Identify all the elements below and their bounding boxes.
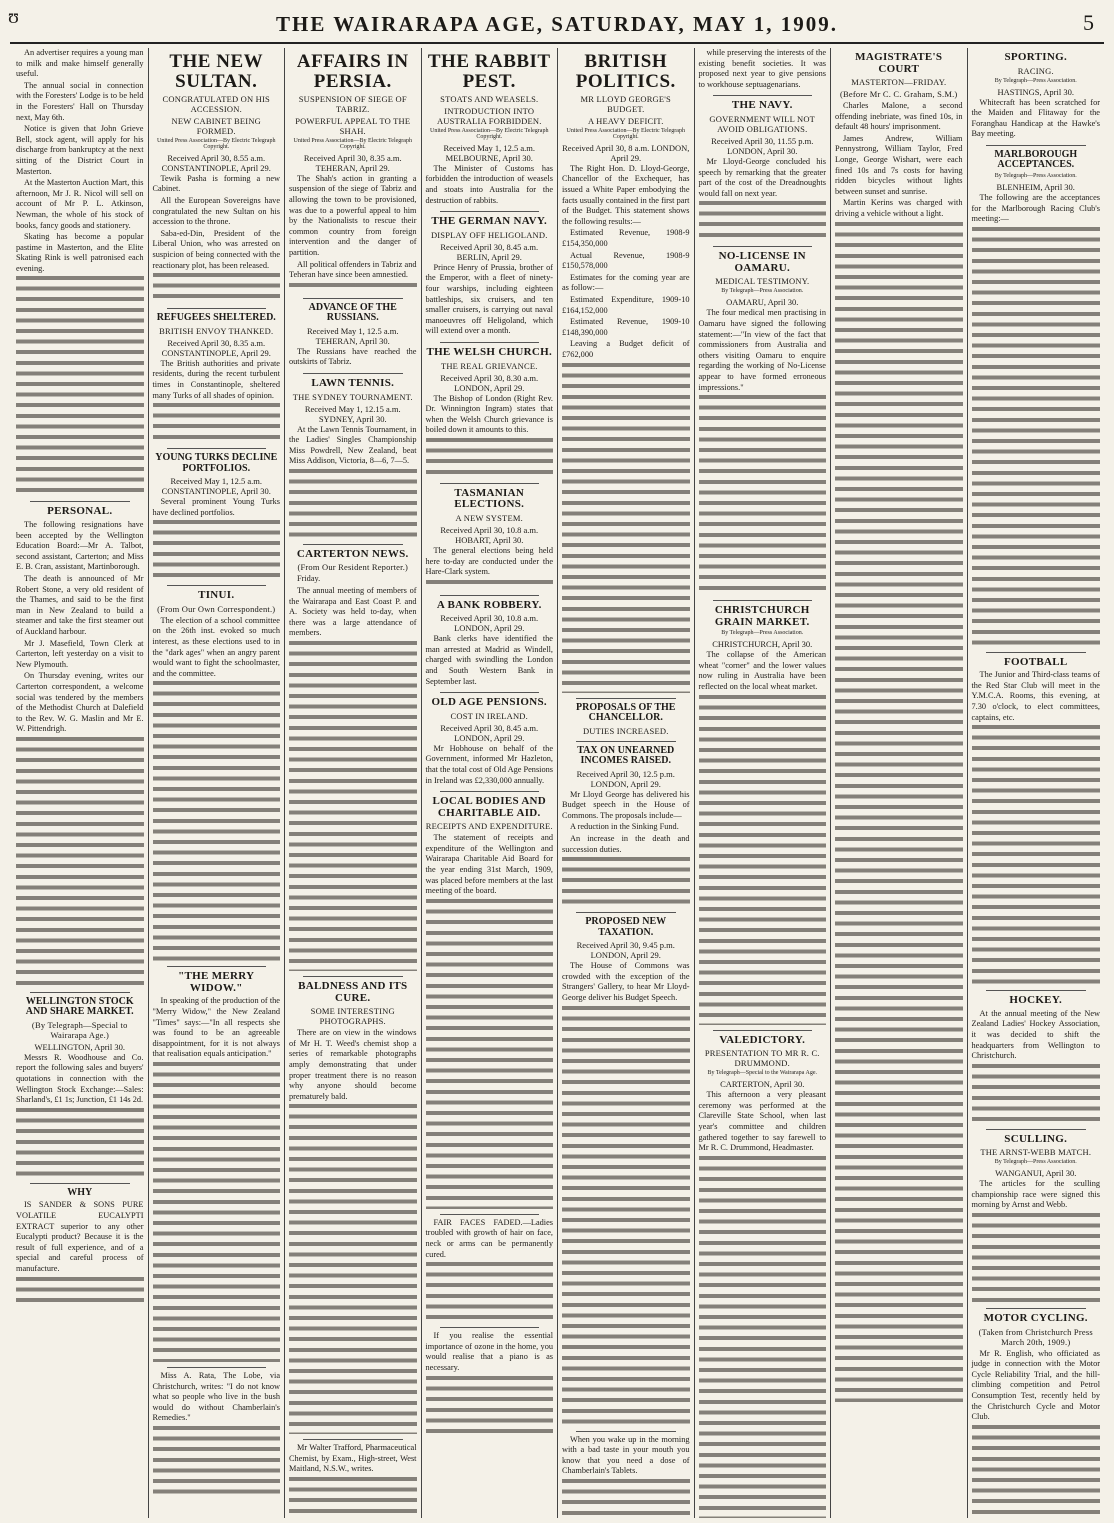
column-8 xyxy=(968,48,1105,1518)
article-headline: WELLINGTON STOCK AND SHARE MARKET. xyxy=(25,995,134,1018)
article-separator xyxy=(440,211,540,212)
article-separator xyxy=(303,298,403,299)
dateline: Received May 1, 12.15 a.m. SYDNEY, April 30. xyxy=(304,403,401,424)
body-text-block xyxy=(426,1262,554,1322)
body-text-block xyxy=(16,737,144,987)
article-headline: YOUNG TURKS DECLINE PORTFOLIOS. xyxy=(155,452,278,474)
article-separator xyxy=(713,95,813,96)
article xyxy=(699,605,827,1024)
article-subheading: (Taken from Christchurch Press March 20th, 1909.) xyxy=(978,1326,1093,1347)
article xyxy=(562,52,690,693)
body-text-block xyxy=(426,438,554,478)
article-paragraph: On Thursday evening, writes our Carterton correspondent, a welcome social was tendered by the members of the Methodist Church at Dalefield to the Rev. W. G. Maslin and Mr E. W. Pittendrigh. xyxy=(16,671,144,734)
masthead xyxy=(0,0,1114,40)
dateline: Received April 30, 8.30 a.m. LONDON, April 29. xyxy=(440,372,539,393)
body-text-block xyxy=(16,276,144,496)
article-paragraph: The Shah's action in granting a suspension of the siege of Tabriz and allowing the town to be provisioned, was due to a powerful appeal to him by the Nationalists to rescue their common country from foreign intervention and the danger of partition. xyxy=(289,173,417,258)
article-paragraph: The House of Commons was crowded with the exception of the Strangers' Gallery, to hear Mr Lloyd-George deliver his Budget Speech. xyxy=(562,961,690,1002)
article xyxy=(426,488,554,590)
article xyxy=(153,52,281,303)
article-paragraph: In speaking of the production of the "Merry Widow," the New Zealand "Times" says:—"In all respects she was found to be an agreeable disappointment, for it is not always that realisation equals anticipation." xyxy=(152,996,280,1059)
article xyxy=(16,48,144,496)
article xyxy=(426,1331,554,1435)
article-paragraph: All political offenders in Tabriz and Teheran have since been amnestied. xyxy=(289,259,417,280)
body-text-block xyxy=(153,273,281,303)
article-headline: A BANK ROBBERY. xyxy=(436,598,542,611)
article-paragraph: A reduction in the Sinking Fund. xyxy=(570,822,679,832)
newspaper-title: THE WAIRARAPA AGE, SATURDAY, MAY 1, 1909. xyxy=(276,12,838,36)
article-subheading: POWERFUL APPEAL TO THE SHAH. xyxy=(295,115,411,136)
article-paragraph: Estimated Expenditure, 1909-10 £164,152,000 xyxy=(562,295,690,315)
article-paragraph: Notice is given that John Grieve Bell, stock agent, will apply for his discharge from bankruptcy at the next sitting of the District Court in Masterton. xyxy=(16,124,144,176)
article-subheading: CONGRATULATED ON HIS ACCESSION. xyxy=(162,93,270,114)
article-separator xyxy=(440,595,540,596)
column-7 xyxy=(831,48,968,1518)
dateline: WELLINGTON, April 30. xyxy=(34,1041,125,1052)
article xyxy=(289,1443,417,1518)
article xyxy=(972,150,1101,647)
article-separator xyxy=(303,544,403,545)
wire-credit: United Press Association—By Electric Telegraph Copyright. xyxy=(293,137,412,150)
article-headline: TAX ON UNEARNED INCOMES RAISED. xyxy=(577,744,675,767)
article-subheading: SUSPENSION OF SIEGE OF TABRIZ. xyxy=(298,93,407,114)
corner-mark: ʊ xyxy=(8,6,19,28)
article-paragraph: Prince Henry of Prussia, brother of the Emperor, with a fleet of ninety-four warships, including eighteen battleships, six cruisers, and ten smaller cruisers, is carrying out naval manoeuvres off Heligoland, which will extend over a month. xyxy=(425,262,553,336)
article-paragraph: while preserving the interests of the existing benefit societies. It was proposed next year to give pensions to workhouse septuagenarians. xyxy=(698,48,826,89)
article xyxy=(153,1371,281,1496)
dateline: Received April 30, 9.45 p.m. LONDON, April 29. xyxy=(576,940,675,961)
article xyxy=(426,52,554,206)
article-paragraph: This afternoon a very pleasant ceremony was performed at the Clareville State School, when last year's committee and children gathered together to say farewell to Mr R. C. Drummond, Headmaster. xyxy=(698,1090,826,1153)
article-paragraph: Several prominent Young Turks have declined portfolios. xyxy=(152,497,280,517)
body-text-block xyxy=(153,520,281,580)
article xyxy=(699,251,827,595)
article-separator xyxy=(986,652,1087,653)
wire-credit: By Telegraph—Press Association. xyxy=(994,77,1077,84)
article-separator xyxy=(303,976,403,977)
article-separator xyxy=(440,483,540,484)
article-headline: BRITISH POLITICS. xyxy=(575,51,676,92)
article-separator xyxy=(303,1439,403,1440)
article-headline: HOCKEY. xyxy=(1009,994,1063,1007)
article xyxy=(426,697,554,786)
article-paragraph: IS SANDER & SONS PURE VOLATILE EUCALYPTI EXTRACT superior to any other Eucalypti product? Because it is the result of full experience, and of a special and careful process of manufacture. xyxy=(16,1200,144,1273)
article-paragraph: The Minister of Customs has forbidden the introduction of weasels and stoats into Australia for the destruction of rabbits. xyxy=(425,163,553,205)
article-headline: THE WELSH CHURCH. xyxy=(426,345,553,358)
article-headline: LAWN TENNIS. xyxy=(311,377,395,389)
article-headline: SPORTING. xyxy=(1004,51,1068,63)
body-text-block xyxy=(972,725,1101,985)
wire-credit: By Telegraph—Press Association. xyxy=(994,172,1077,179)
article-subheading: BRITISH ENVOY THANKED. xyxy=(159,325,274,336)
article-paragraph: The articles for the sculling championship race were signed this morning by Arnst and Webb. xyxy=(971,1179,1100,1210)
article-separator xyxy=(986,1308,1087,1309)
body-text-block xyxy=(972,227,1101,647)
article xyxy=(426,796,554,1209)
article-paragraph: If you realise the essential importance of ozone in the home, you would realise that a piano is as necessary. xyxy=(425,1331,553,1372)
body-text-block xyxy=(289,1104,417,1434)
body-text-block xyxy=(699,695,827,1025)
article xyxy=(699,1035,827,1518)
body-text-block xyxy=(562,857,690,907)
article-subheading: MR LLOYD GEORGE'S BUDGET. xyxy=(580,93,671,114)
article xyxy=(972,995,1101,1124)
body-text-block xyxy=(426,899,554,1209)
article-headline: MARLBOROUGH ACCEPTANCES. xyxy=(994,148,1078,171)
article xyxy=(153,453,281,580)
column-4 xyxy=(422,48,559,1518)
wire-credit: By Telegraph—Press Association. xyxy=(721,630,804,637)
article-paragraph: Mr Walter Trafford, Pharmaceutical Chemist, by Exam., High-street, West Maitland, N.S.W., writes. xyxy=(289,1443,417,1474)
article-paragraph: Estimates for the coming year are as follow:— xyxy=(562,272,690,293)
column-2 xyxy=(149,48,286,1518)
article-subheading: NEW CABINET BEING FORMED. xyxy=(171,115,261,136)
body-text-block xyxy=(699,395,827,595)
article-headline: FOOTBALL xyxy=(1003,655,1068,668)
body-text-block xyxy=(426,1376,554,1436)
article-subheading: (By Telegraph—Special to Wairarapa Age.) xyxy=(31,1019,128,1040)
article-paragraph: The Junior and Third-class teams of the Red Star Club will meet in the Y.M.C.A. Rooms, this evening, at 7.30 o'clock, to elect committees, captains, etc. xyxy=(971,670,1100,722)
article-paragraph: Mr R. English, who officiated as judge in connection with the Motor Cycle Reliability Trial, and the hill-climbing competition and Petrol Consumption Test, recently held by the Christchurch Cycle and Motor Club. xyxy=(971,1348,1100,1422)
article xyxy=(289,52,417,293)
article xyxy=(289,303,417,368)
body-text-block xyxy=(835,222,963,1402)
wire-credit: United Press Association—By Electric Telegraph Copyright. xyxy=(430,127,549,140)
article-headline: VALEDICTORY. xyxy=(719,1033,806,1046)
article xyxy=(426,216,554,337)
page-number: 5 xyxy=(1083,10,1094,35)
article-paragraph: Charles Malone, a second offending inebriate, was fined 10s, in default 48 hours' imprisonment. xyxy=(835,101,963,132)
article-headline: PROPOSED NEW TAXATION. xyxy=(585,916,667,938)
article-headline: TASMANIAN ELECTIONS. xyxy=(454,486,525,511)
article-paragraph: An increase in the death and succession duties. xyxy=(562,833,690,854)
article xyxy=(835,52,963,1402)
article-subheading: MASTERTON—FRIDAY. xyxy=(851,77,947,88)
article xyxy=(562,917,690,1425)
dateline: Received May 1, 12.5 a.m. TEHERAN, April 30. xyxy=(306,325,399,346)
article-separator xyxy=(440,791,540,792)
article-paragraph: Mr Lloyd George has delivered his Budget speech in the House of Commons. The proposals include— xyxy=(562,789,690,820)
article-subheading: THE REAL GRIEVANCE. xyxy=(440,360,538,371)
article-paragraph: At the Lawn Tennis Tournament, in the Ladies' Singles Championship Miss Powdrell, New Zealand, beat Miss Addison, Victoria, 8—6, 7—5. xyxy=(289,424,417,466)
body-text-block xyxy=(972,1064,1101,1124)
article-subheading: DISPLAY OFF HELIGOLAND. xyxy=(430,229,548,240)
article-separator xyxy=(576,698,676,699)
dateline: Received April 30, 10.8 a.m. HOBART, April 30. xyxy=(440,524,539,545)
body-text-block xyxy=(289,641,417,971)
body-text-block xyxy=(562,1006,690,1426)
article-subheading: MEDICAL TESTIMONY. xyxy=(715,276,810,287)
article-paragraph: The general elections being held here to-day are conducted under the Hare-Clark system. xyxy=(425,545,553,577)
newspaper-columns xyxy=(12,48,1104,1518)
article-paragraph: Bank clerks have identified the man arrested at Madrid as Windell, charged with swindling the London and South Western Bank in September last. xyxy=(425,634,553,686)
article-separator xyxy=(713,246,813,247)
article-headline: THE GERMAN NAVY. xyxy=(431,215,548,228)
column-1 xyxy=(12,48,149,1518)
article-paragraph: The following resignations have been accepted by the Wellington Education Board:—Mr A. Talbot, second assistant, Carterton; and Miss E. B. Cran, assistant, Martinborough. xyxy=(16,520,144,572)
article-paragraph: James Andrew, William Pennystrong, William Taylor, Fred Longe, George Wishart, were each fined 10s and 7s costs for having ridden bicycles without lights between sunset and sunrise. xyxy=(835,133,963,196)
article xyxy=(426,1218,554,1322)
article-paragraph: FAIR FACES FADED.—Ladies troubled with growth of hair on face, neck or arms can be permanently cured. xyxy=(425,1217,553,1259)
article-paragraph: When you wake up in the morning with a bad taste in your mouth you know that you need a dose of Chamberlain's Tablets. xyxy=(562,1434,690,1476)
article-headline: CHRISTCHURCH GRAIN MARKET. xyxy=(714,604,810,628)
article-paragraph: Miss A. Rata, The Lobe, via Christchurch, writes: "I do not know what so people who live in the bush would do without Chamberlain's Remedies." xyxy=(152,1371,280,1423)
article-paragraph: Actual Revenue, 1908-9 £150,578,000 xyxy=(562,250,690,271)
article-subheading: RACING. xyxy=(1017,65,1054,76)
article-headline: WHY xyxy=(67,1186,93,1198)
body-text-block xyxy=(289,469,417,539)
article xyxy=(699,100,827,241)
article-paragraph: The election of a school committee on the 26th inst. evoked so much interest, as these elections used to in the "dark ages" when an angry parent would want to fight the schoolmaster, and the committee. xyxy=(152,615,280,678)
article-subheading: THE ARNST-WEBB MATCH. xyxy=(980,1147,1092,1158)
article-paragraph: The Russians have reached the outskirts of Tabriz. xyxy=(289,346,417,367)
article-paragraph: Messrs R. Woodhouse and Co. report the following sales and buyers' quotations in connection with the Wellington Stock Exchange:—Sales: Sharland's, £1 1s; Junction, £1 14s 2d. xyxy=(16,1052,144,1105)
article xyxy=(972,1134,1101,1303)
article-headline: ADVANCE OF THE RUSSIANS. xyxy=(308,301,397,324)
dateline: Received April 30, 8.55 a.m. CONSTANTINOPLE, April 29. xyxy=(161,152,271,173)
article-separator xyxy=(167,966,267,967)
article-paragraph: Leaving a Budget deficit of £762,000 xyxy=(562,339,690,359)
article-subheading: DUTIES INCREASED. xyxy=(582,725,669,736)
article-paragraph: The British authorities and private residents, during the recent turbulent times in Constantinople, sheltered many Turks of all shades of opinion. xyxy=(152,358,280,400)
article-paragraph: The collapse of the American wheat "corner" and the lower values now ruling in Australia have been reflected on the local wheat market. xyxy=(698,650,826,692)
article-paragraph: The statement of receipts and expenditure of the Wellington and Wairarapa Charitable Aid Board for the year ending 31st March, 1909, was placed before members at the last meeting of the board. xyxy=(425,833,553,896)
article xyxy=(562,703,690,736)
article xyxy=(699,48,827,90)
article-separator xyxy=(440,342,540,343)
body-text-block xyxy=(699,201,827,241)
article-headline: THE RABBIT PEST. xyxy=(427,51,551,92)
article-headline: THE NAVY. xyxy=(731,99,793,112)
article-headline: NO-LICENSE IN OAMARU. xyxy=(718,250,806,274)
article-headline: SCULLING. xyxy=(1004,1132,1068,1145)
article-headline: MAGISTRATE'S COURT xyxy=(855,51,943,75)
article-headline: MOTOR CYCLING. xyxy=(983,1312,1088,1325)
article xyxy=(16,1188,144,1307)
article-subheading: INTRODUCTION INTO AUSTRALIA FORBIDDEN. xyxy=(436,105,542,126)
body-text-block xyxy=(972,1213,1101,1303)
article-separator xyxy=(713,600,813,601)
article-separator xyxy=(440,1327,540,1328)
article-headline: "THE MERRY WIDOW." xyxy=(178,970,255,994)
article xyxy=(972,1313,1101,1518)
dateline: WANGANUI, April 30. xyxy=(995,1168,1077,1179)
article-headline: REFUGEES SHELTERED. xyxy=(156,312,276,324)
article-subheading: PRESENTATION TO MR R. C. DRUMMOND. xyxy=(704,1048,820,1069)
body-text-block xyxy=(972,1425,1101,1518)
dateline: HASTINGS, April 30. xyxy=(997,86,1074,97)
article-separator xyxy=(986,145,1087,146)
article-paragraph: The Bishop of London (Right Rev. Dr. Winnington Ingram) states that when the Welsh Church grievance is boiled down it amounts to this. xyxy=(425,393,553,435)
dateline: CARTERTON, April 30. xyxy=(720,1079,805,1090)
article-headline: THE NEW SULTAN. xyxy=(169,51,264,92)
article-paragraph: The annual social in connection with the Foresters' Lodge is to be held in the Foresters' Hall on Thursday next, May 6th. xyxy=(16,80,144,122)
article-separator xyxy=(167,308,267,309)
dateline: Received April 30, 10.8 a.m. LONDON, April 29. xyxy=(440,613,539,634)
article-separator xyxy=(167,585,267,586)
wire-credit: By Telegraph—Press Association. xyxy=(721,288,804,295)
dateline: Received April 30, 8 a.m. LONDON, April 29. xyxy=(562,142,690,163)
article-headline: OLD AGE PENSIONS. xyxy=(431,696,547,709)
article-headline: BALDNESS AND ITS CURE. xyxy=(298,980,408,1004)
wire-credit: United Press Association—By Electric Telegraph Copyright. xyxy=(157,137,276,150)
article-separator xyxy=(576,741,676,742)
article-paragraph: The annual meeting of members of the Wairarapa and East Coast P. and A. Society was held to-day, when there was a large attendance of members. xyxy=(289,586,417,638)
article-paragraph: Whitecraft has been scratched for the Maiden and Flitaway for the Foranghau Handicap at the Hawke's Bay meeting. xyxy=(971,97,1100,139)
body-text-block xyxy=(426,580,554,590)
article xyxy=(153,313,281,443)
wire-credit: By Telegraph—Special to the Wairarapa Age. xyxy=(707,1070,817,1077)
dateline: OAMARU, April 30. xyxy=(726,297,799,308)
article-subheading: (From Our Own Correspondent.) xyxy=(157,603,276,614)
article-separator xyxy=(576,1431,676,1432)
body-text-block xyxy=(289,283,417,293)
article-paragraph: Estimated Revenue, 1909-10 £148,390,000 xyxy=(562,317,690,337)
column-6 xyxy=(695,48,832,1518)
article-paragraph: The four medical men practising in Oamaru have signed the following statement:—"In view of the fact that commissioners from Australia and others visiting Oamaru to enquire regarding the working of No-License appear to have formed erroneous impressions." xyxy=(698,308,826,392)
dateline: CHRISTCHURCH, April 30. xyxy=(712,639,813,650)
article-headline: CARTERTON NEWS. xyxy=(296,547,409,560)
dateline: Received April 30, 8.35 a.m. CONSTANTINOPLE, April 29. xyxy=(161,337,271,358)
column-5 xyxy=(558,48,695,1518)
article xyxy=(16,997,144,1178)
article-paragraph: The Right Hon. D. Lloyd-George, Chancellor of the Exchequer, has issued a White Paper embodying the facts usually contained in the first part of the Budget. This statement shows the following results:— xyxy=(562,163,690,226)
article-separator xyxy=(167,448,267,449)
article-paragraph: Mr J. Masefield, Town Clerk at Carterton, left yesterday on a visit to New Plymouth. xyxy=(16,638,144,669)
wire-credit: United Press Association—By Electric Telegraph Copyright. xyxy=(566,127,685,140)
article-paragraph: At the Masterton Auction Mart, this afternoon, Mr J. R. Nicol will sell on account of Mr P. L. Atkinson, Newman, the whole of his stock of books, fancy goods and stationery. xyxy=(16,178,144,230)
article xyxy=(289,549,417,971)
article-headline: AFFAIRS IN PERSIA. xyxy=(296,51,409,92)
article-separator xyxy=(440,692,540,693)
article xyxy=(562,1435,690,1519)
article-paragraph: Martin Kerins was charged with driving a vehicle without a light. xyxy=(835,198,963,219)
article-paragraph: Saba-ed-Din, President of the Liberal Union, who was arrested on suspicion of being connected with the reactionary plot, has been released. xyxy=(152,228,280,270)
article xyxy=(562,746,690,908)
article xyxy=(289,378,417,539)
article-paragraph: All the European Sovereigns have congratulated the new Sultan on his accession to the throne. xyxy=(152,196,280,227)
article-separator xyxy=(576,912,676,913)
article-headline: PROPOSALS OF THE CHANCELLOR. xyxy=(576,701,676,724)
body-text-block xyxy=(153,1426,281,1496)
dateline: Received April 30, 8.35 a.m. TEHERAN, April 29. xyxy=(303,152,402,173)
article xyxy=(16,506,144,986)
article-subheading: (Before Mr C. C. Graham, S.M.) xyxy=(840,89,958,100)
body-text-block xyxy=(153,681,281,961)
body-text-block xyxy=(699,1156,827,1518)
article-separator xyxy=(713,1030,813,1031)
article-paragraph: Tewik Pasha is forming a new Cabinet. xyxy=(152,173,280,194)
article xyxy=(153,590,281,961)
column-3 xyxy=(285,48,422,1518)
article-paragraph: The following are the acceptances for the Marlborough Racing Club's meeting:— xyxy=(971,192,1100,224)
article-headline: LOCAL BODIES AND CHARITABLE AID. xyxy=(432,795,547,819)
article-subheading: SOME INTERESTING PHOTOGRAPHS. xyxy=(310,1006,395,1027)
article-separator xyxy=(30,992,130,993)
dateline: Received May 1, 12.5 a.m. CONSTANTINOPLE, April 30. xyxy=(161,476,271,497)
masthead-rule xyxy=(10,42,1104,44)
dateline: Received April 30, 8.45 a.m. LONDON, April 29. xyxy=(440,722,539,743)
article-subheading: THE SYDNEY TOURNAMENT. xyxy=(292,391,413,402)
article-headline: TINUI. xyxy=(198,589,235,602)
article-subheading: (From Our Resident Reporter.) xyxy=(297,562,409,573)
article-paragraph: The death is announced of Mr Robert Stone, a very old resident of the Thames, and said to be the first man in New Zealand to build a steamer and take the first steamer out of Auckland harbour. xyxy=(16,573,144,636)
article-paragraph: An advertiser requires a young man to milk and make himself generally useful. xyxy=(16,48,144,79)
dateline: Received April 30, 12.5 p.m. LONDON, April 29. xyxy=(576,768,675,789)
article-subheading: A HEAVY DEFICIT. xyxy=(587,115,664,126)
dateline: BLENHEIM, April 30. xyxy=(996,181,1075,192)
article-subheading: A NEW SYSTEM. xyxy=(455,512,523,523)
article-subheading: GOVERNMENT WILL NOT AVOID OBLIGATIONS. xyxy=(709,113,816,134)
article-paragraph: Skating has become a popular pastime in Masterton, and the Elite Skating Rink is well patronised each evening. xyxy=(16,232,144,273)
body-text-block xyxy=(153,403,281,443)
article-paragraph: There are on view in the windows of Mr H. T. Weed's chemist shop a series of remarkable photographs amply demonstrating that under proper treatment there is no reason why anyone should become prematurely bald. xyxy=(289,1028,417,1101)
article-headline: PERSONAL. xyxy=(47,505,113,518)
article-paragraph: Mr Hobhouse on behalf of the Government, informed Mr Hazleton, that the total cost of Old Age Pensions in Ireland was £2,330,000 annually. xyxy=(425,743,553,785)
article xyxy=(426,600,554,688)
article xyxy=(153,971,281,1362)
body-text-block xyxy=(562,363,690,693)
article xyxy=(972,657,1101,986)
article-separator xyxy=(30,1183,130,1184)
article-paragraph: Estimated Revenue, 1908-9 £154,350,000 xyxy=(562,228,690,249)
article-paragraph: Friday. xyxy=(297,574,321,584)
article-separator xyxy=(986,990,1087,991)
article xyxy=(426,347,554,478)
article xyxy=(972,52,1101,140)
wire-credit: By Telegraph—Press Association. xyxy=(994,1159,1077,1166)
article-separator xyxy=(30,501,130,502)
article-separator xyxy=(440,1214,540,1215)
body-text-block xyxy=(289,1477,417,1518)
body-text-block xyxy=(16,1108,144,1178)
body-text-block xyxy=(16,1277,144,1307)
article-separator xyxy=(303,373,403,374)
body-text-block xyxy=(562,1479,690,1518)
article-separator xyxy=(986,1129,1087,1130)
dateline: Received April 30, 8.45 a.m. BERLIN, April 29. xyxy=(440,241,539,262)
article-subheading: RECEIPTS AND EXPENDITURE. xyxy=(425,821,553,832)
article-paragraph: At the annual meeting of the New Zealand Ladies' Hockey Association, it was decided to shift the headquarters from Wellington to Christchurch. xyxy=(971,1008,1100,1061)
article-separator xyxy=(167,1367,267,1368)
body-text-block xyxy=(153,1062,281,1362)
article-subheading: STOATS AND WEASELS. xyxy=(440,93,539,104)
dateline: Received May 1, 12.5 a.m. MELBOURNE, April 30. xyxy=(443,142,536,163)
article-subheading: COST IN IRELAND. xyxy=(450,710,528,721)
dateline: Received April 30, 11.55 p.m. LONDON, April 30. xyxy=(711,135,814,156)
article-paragraph: Mr Lloyd-George concluded his speech by remarking that the greater part of the cost of the Dreadnoughts would fall on next year. xyxy=(698,156,826,198)
article xyxy=(289,981,417,1434)
